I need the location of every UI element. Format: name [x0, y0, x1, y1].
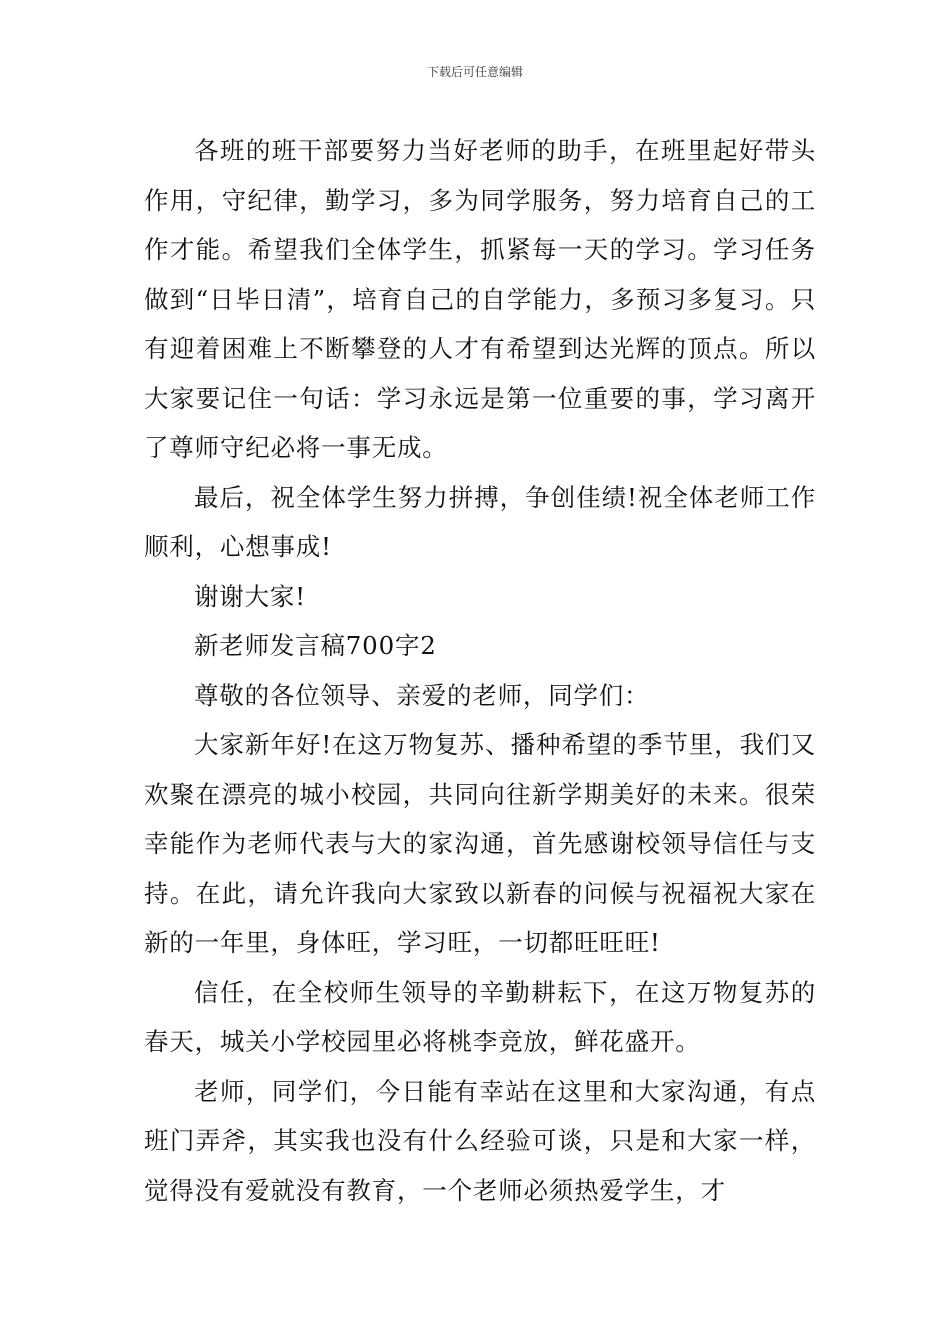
paragraph-teachers-students: 老师，同学们，今日能有幸站在这里和大家沟通，有点班门弄斧，其实我也没有什么经验可谈，只是和大家一样，觉得没有爱就没有教育，一个老师必须热爱学生，才 — [144, 1076, 816, 1205]
document-body — [144, 126, 816, 1215]
paragraph-new-year-greeting: 大家新年好!在这万物复苏、播种希望的季节里，我们又欢聚在漂亮的城小校园，共同向往新学期美好的未来。很荣幸能作为老师代表与大的家沟通，首先感谢校领导信任与支持。在此，请允许我向大家致以新春的问候与祝福祝大家在新的一年里，身体旺，学习旺，一切都旺旺旺! — [144, 730, 816, 957]
paragraph-salutation: 尊敬的各位领导、亲爱的老师，同学们： — [194, 680, 650, 710]
paragraph-class-cadres: 各班的班干部要努力当好老师的助手，在班里起好带头作用，守纪律，勤学习，多为同学服务，努力培育自己的工作才能。希望我们全体学生，抓紧每一天的学习。学习任务做到“日毕日清”，培育自己的自学能力，多预习多复习。只有迎着困难上不断攀登的人才有希望到达光辉的顶点。所以大家要记住一句话：学习永远是第一位重要的事，学习离开了尊师守纪必将一事无成。 — [144, 136, 816, 462]
page-header-note: 下载后可任意编辑 — [426, 65, 523, 79]
paragraph-closing-wishes: 最后，祝全体学生努力拼搏，争创佳绩!祝全体老师工作顺利，心想事成! — [144, 482, 816, 561]
paragraph-thanks: 谢谢大家! — [194, 581, 306, 611]
paragraph-trust: 信任，在全校师生领导的辛勤耕耘下，在这万物复苏的春天，城关小学校园里必将桃李竞放，鲜花盛开。 — [144, 977, 816, 1056]
section-heading: 新老师发言稿700字2 — [194, 631, 437, 660]
